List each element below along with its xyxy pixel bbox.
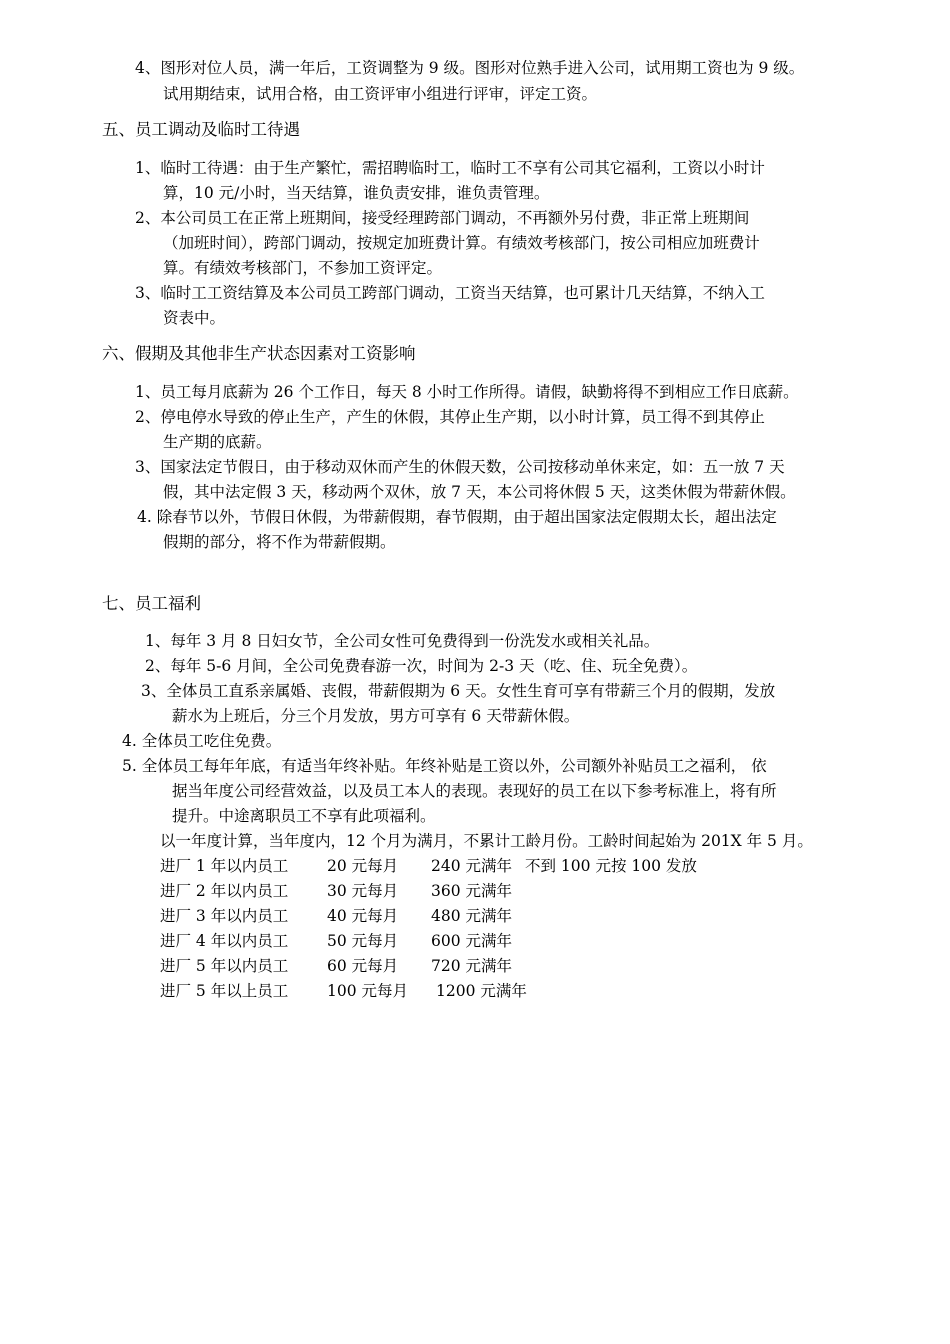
monthly-cell: 30 元每月 [327,882,399,900]
section-7-item-2: 2、每年 5-6 月间，全公司免费春游一次，时间为 2-3 天（吃、住、玩全免费）。 [145,657,698,675]
benefit-calculation-note: 以一年度计算，当年度内，12 个月为满月，不累计工龄月份。工龄时间起始为 201X 年 5 月。 [160,832,813,850]
section-6-item-3-line-2: 假，其中法定假 3 天，移动两个双休，放 7 天，本公司将休假 5 天，这类休假为带薪休假。 [163,483,796,501]
section-7-item-1: 1、每年 3 月 8 日妇女节，全公司女性可免费得到一份洗发水或相关礼品。 [145,632,660,650]
section-5-heading: 五、员工调动及临时工待遇 [102,120,300,139]
monthly-cell: 100 元每月 [327,982,409,1000]
monthly-cell: 20 元每月 [327,857,399,875]
annual-cell: 360 元满年 [431,882,513,900]
section-7-item-4: 4. 全体员工吃住免费。 [122,732,282,750]
monthly-cell: 40 元每月 [327,907,399,925]
monthly-cell: 60 元每月 [327,957,399,975]
section-5-item-2-line-1: 2、本公司员工在正常上班期间，接受经理跨部门调动，不再额外另付费，非正常上班期间 [135,209,750,227]
section-6-item-2-line-1: 2、停电停水导致的停止生产，产生的休假，其停止生产期，以小时计算，员工得不到其停止 [135,408,765,426]
tenure-cell: 进厂 4 年以内员工 [160,932,289,950]
section-7-item-3-line-1: 3、全体员工直系亲属婚、丧假，带薪假期为 6 天。女性生育可享有带薪三个月的假期，发放 [141,682,776,700]
section-5-item-3-line-1: 3、临时工工资结算及本公司员工跨部门调动，工资当天结算，也可累计几天结算，不纳入工 [135,284,765,302]
section-5-item-1-line-2: 算，10 元/小时，当天结算，谁负责安排，谁负责管理。 [163,184,550,202]
section-7-item-5-line-1: 5. 全体员工每年年底，有适当年终补贴。年终补贴是工资以外，公司额外补贴员工之福利， 依 [122,757,767,775]
section-5-item-2-line-2: （加班时间），跨部门调动，按规定加班费计算。有绩效考核部门，按公司相应加班费计 [163,234,760,252]
section-6-item-4-line-2: 假期的部分，将不作为带薪假期。 [163,533,396,551]
section-6-item-1-line-1: 1、员工每月底薪为 26 个工作日，每天 8 小时工作所得。请假，缺勤将得不到相应工作日底薪。 [135,383,799,401]
monthly-cell: 50 元每月 [327,932,399,950]
section-6-item-4-line-1: 4. 除春节以外，节假日休假，为带薪假期，春节假期，由于超出国家法定假期太长，超出法定 [137,508,777,526]
para-4-line-2: 试用期结束，试用合格，由工资评审小组进行评审，评定工资。 [163,85,598,103]
annual-cell: 480 元满年 [431,907,513,925]
tenure-cell: 进厂 1 年以内员工 [160,857,289,875]
section-6-item-3-line-1: 3、国家法定节假日，由于移动双休而产生的休假天数，公司按移动单休来定，如：五一放 7 天 [135,458,785,476]
section-6-item-2-line-2: 生产期的底薪。 [163,433,272,451]
tenure-cell: 进厂 2 年以内员工 [160,882,289,900]
annual-cell: 240 元满年 [431,857,513,875]
section-6-heading: 六、假期及其他非生产状态因素对工资影响 [102,344,416,363]
section-7-item-5-line-3: 提升。中途离职员工不享有此项福利。 [172,807,436,825]
annual-cell: 600 元满年 [431,932,513,950]
section-7-heading: 七、员工福利 [102,594,201,613]
section-7-item-5-line-2: 据当年度公司经营效益，以及员工本人的表现。表现好的员工在以下参考标准上，将有所 [172,782,777,800]
note-cell: 不到 100 元按 100 发放 [525,857,697,875]
annual-cell: 1200 元满年 [436,982,527,1000]
tenure-cell: 进厂 5 年以内员工 [160,957,289,975]
annual-cell: 720 元满年 [431,957,513,975]
tenure-cell: 进厂 3 年以内员工 [160,907,289,925]
para-4-line-1: 4、图形对位人员，满一年后，工资调整为 9 级。图形对位熟手进入公司，试用期工资也为 9 级。 [135,59,805,77]
section-5-item-2-line-3: 算。有绩效考核部门，不参加工资评定。 [163,259,443,277]
tenure-cell: 进厂 5 年以上员工 [160,982,289,1000]
section-5-item-3-line-2: 资表中。 [163,309,226,327]
section-5-item-1-line-1: 1、临时工待遇：由于生产繁忙，需招聘临时工，临时工不享有公司其它福利，工资以小时计 [135,159,765,177]
section-7-item-3-line-2: 薪水为上班后，分三个月发放，男方可享有 6 天带薪休假。 [172,707,580,725]
